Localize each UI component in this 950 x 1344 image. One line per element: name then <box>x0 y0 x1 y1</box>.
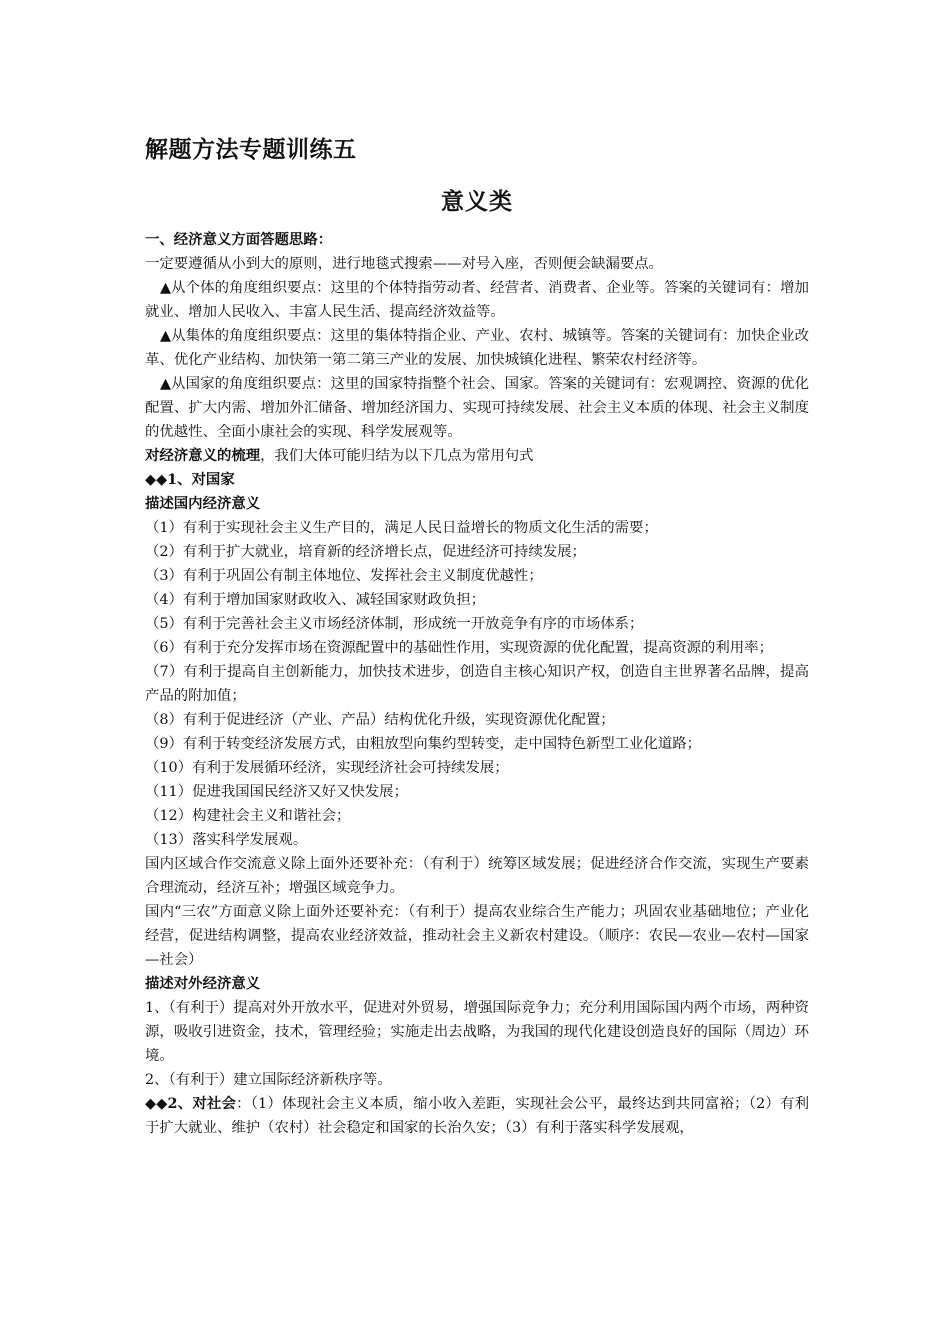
list-item: （9）有利于转变经济发展方式，由粗放型向集约型转变，走中国特色新型工业化道路； <box>145 736 702 752</box>
list-item: （6）有利于充分发挥市场在资源配置中的基础性作用，实现资源的优化配置，提高资源的利用率； <box>145 640 773 656</box>
foreign-heading: 描述对外经济意义 <box>145 975 261 992</box>
document-title: 解题方法专题训练五 <box>145 136 357 163</box>
list-item: （1）有利于实现社会主义生产目的，满足人民日益增长的物质文化生活的需要； <box>145 520 658 536</box>
list-item: （12）构建社会主义和谐社会； <box>145 808 351 824</box>
summary-line <box>145 444 809 468</box>
section-heading-economic: 一、经济意义方面答题思路： <box>145 231 333 248</box>
list-item: （10）有利于发展循环经济，实现经济社会可持续发展； <box>145 760 509 776</box>
list-item: （3）有利于巩固公有制主体地位、发挥社会主义制度优越性； <box>145 568 543 584</box>
section-intro: 一定要遵循从小到大的原则，进行地毯式搜索——对号入座，否则便会缺漏要点。 <box>145 256 664 272</box>
country-heading: ◆◆1、对国家 <box>145 471 235 488</box>
foreign-item: 1、（有利于）提高对外开放水平，促进对外贸易，增强国际竞争力；充分利用国际国内两个市场，两种资源，吸收引进资金，技术，管理经验；实施走出去战略，为我国的现代化建设创造良好的国际（周边）环境。 <box>145 1000 809 1064</box>
list-item: （5）有利于完善社会主义市场经济体制，形成统一开放竞争有序的市场体系； <box>145 616 644 632</box>
society-text: ：（1）体现社会主义本质，缩小收入差距，实现社会公平，最终达到共同富裕；（2）有利于扩大就业、维护（农村）社会稳定和国家的长治久安；（3）有利于落实科学发展观， <box>145 1096 809 1136</box>
foreign-item: 2、（有利于）建立国际经济新秩序等。 <box>145 1072 392 1088</box>
list-item: （8）有利于促进经济（产业、产品）结构优化升级，实现资源优化配置； <box>145 712 615 728</box>
list-item: （11）促进我国国民经济又好又快发展； <box>145 784 408 800</box>
document-page <box>145 128 809 1140</box>
society-paragraph <box>145 1092 809 1140</box>
document-subtitle: 意义类 <box>441 188 513 215</box>
list-item: （7）有利于提高自主创新能力，加快技术进步，创造自主核心知识产权，创造自主世界著名品牌，提高产品的附加值； <box>145 664 809 704</box>
summary-bold: 对经济意义的梳理 <box>145 447 261 464</box>
domestic-heading: 描述国内经济意义 <box>145 495 261 512</box>
summary-rest: ，我们大体可能归结为以下几点为常用句式 <box>260 448 534 464</box>
list-item: （13）落实科学发展观。 <box>145 832 308 848</box>
regional-note: 国内区域合作交流意义除上面外还要补充：（有利于）统筹区域发展；促进经济合作交流，实现生产要素合理流动，经济互补；增强区域竞争力。 <box>145 856 809 896</box>
point-collective: ▲从集体的角度组织要点：这里的集体特指企业、产业、农村、城镇等。答案的关键词有：加快企业改革、优化产业结构、加快第一第二第三产业的发展、加快城镇化进程、繁荣农村经济等。 <box>145 328 809 368</box>
point-individual: ▲从个体的角度组织要点：这里的个体特指劳动者、经营者、消费者、企业等。答案的关键词有：增加就业、增加人民收入、丰富人民生活、提高经济效益等。 <box>145 280 809 320</box>
sannong-note: 国内“三农”方面意义除上面外还要补充：（有利于）提高农业综合生产能力；巩固农业基础地位；产业化经营，促进结构调整，提高农业经济效益，推动社会主义新农村建设。（顺序：农民—农业—农村—国家—社会） <box>145 904 809 968</box>
society-heading: ◆◆2、对社会 <box>145 1095 237 1112</box>
point-national: ▲从国家的角度组织要点：这里的国家特指整个社会、国家。答案的关键词有：宏观调控、资源的优化配置、扩大内需、增加外汇储备、增加经济国力、实现可持续发展、社会主义本质的体现、社会主义制度的优越性、全面小康社会的实现、科学发展观等。 <box>145 376 809 440</box>
list-item: （2）有利于扩大就业，培育新的经济增长点，促进经济可持续发展； <box>145 544 586 560</box>
list-item: （4）有利于增加国家财政收入、减轻国家财政负担； <box>145 592 486 608</box>
